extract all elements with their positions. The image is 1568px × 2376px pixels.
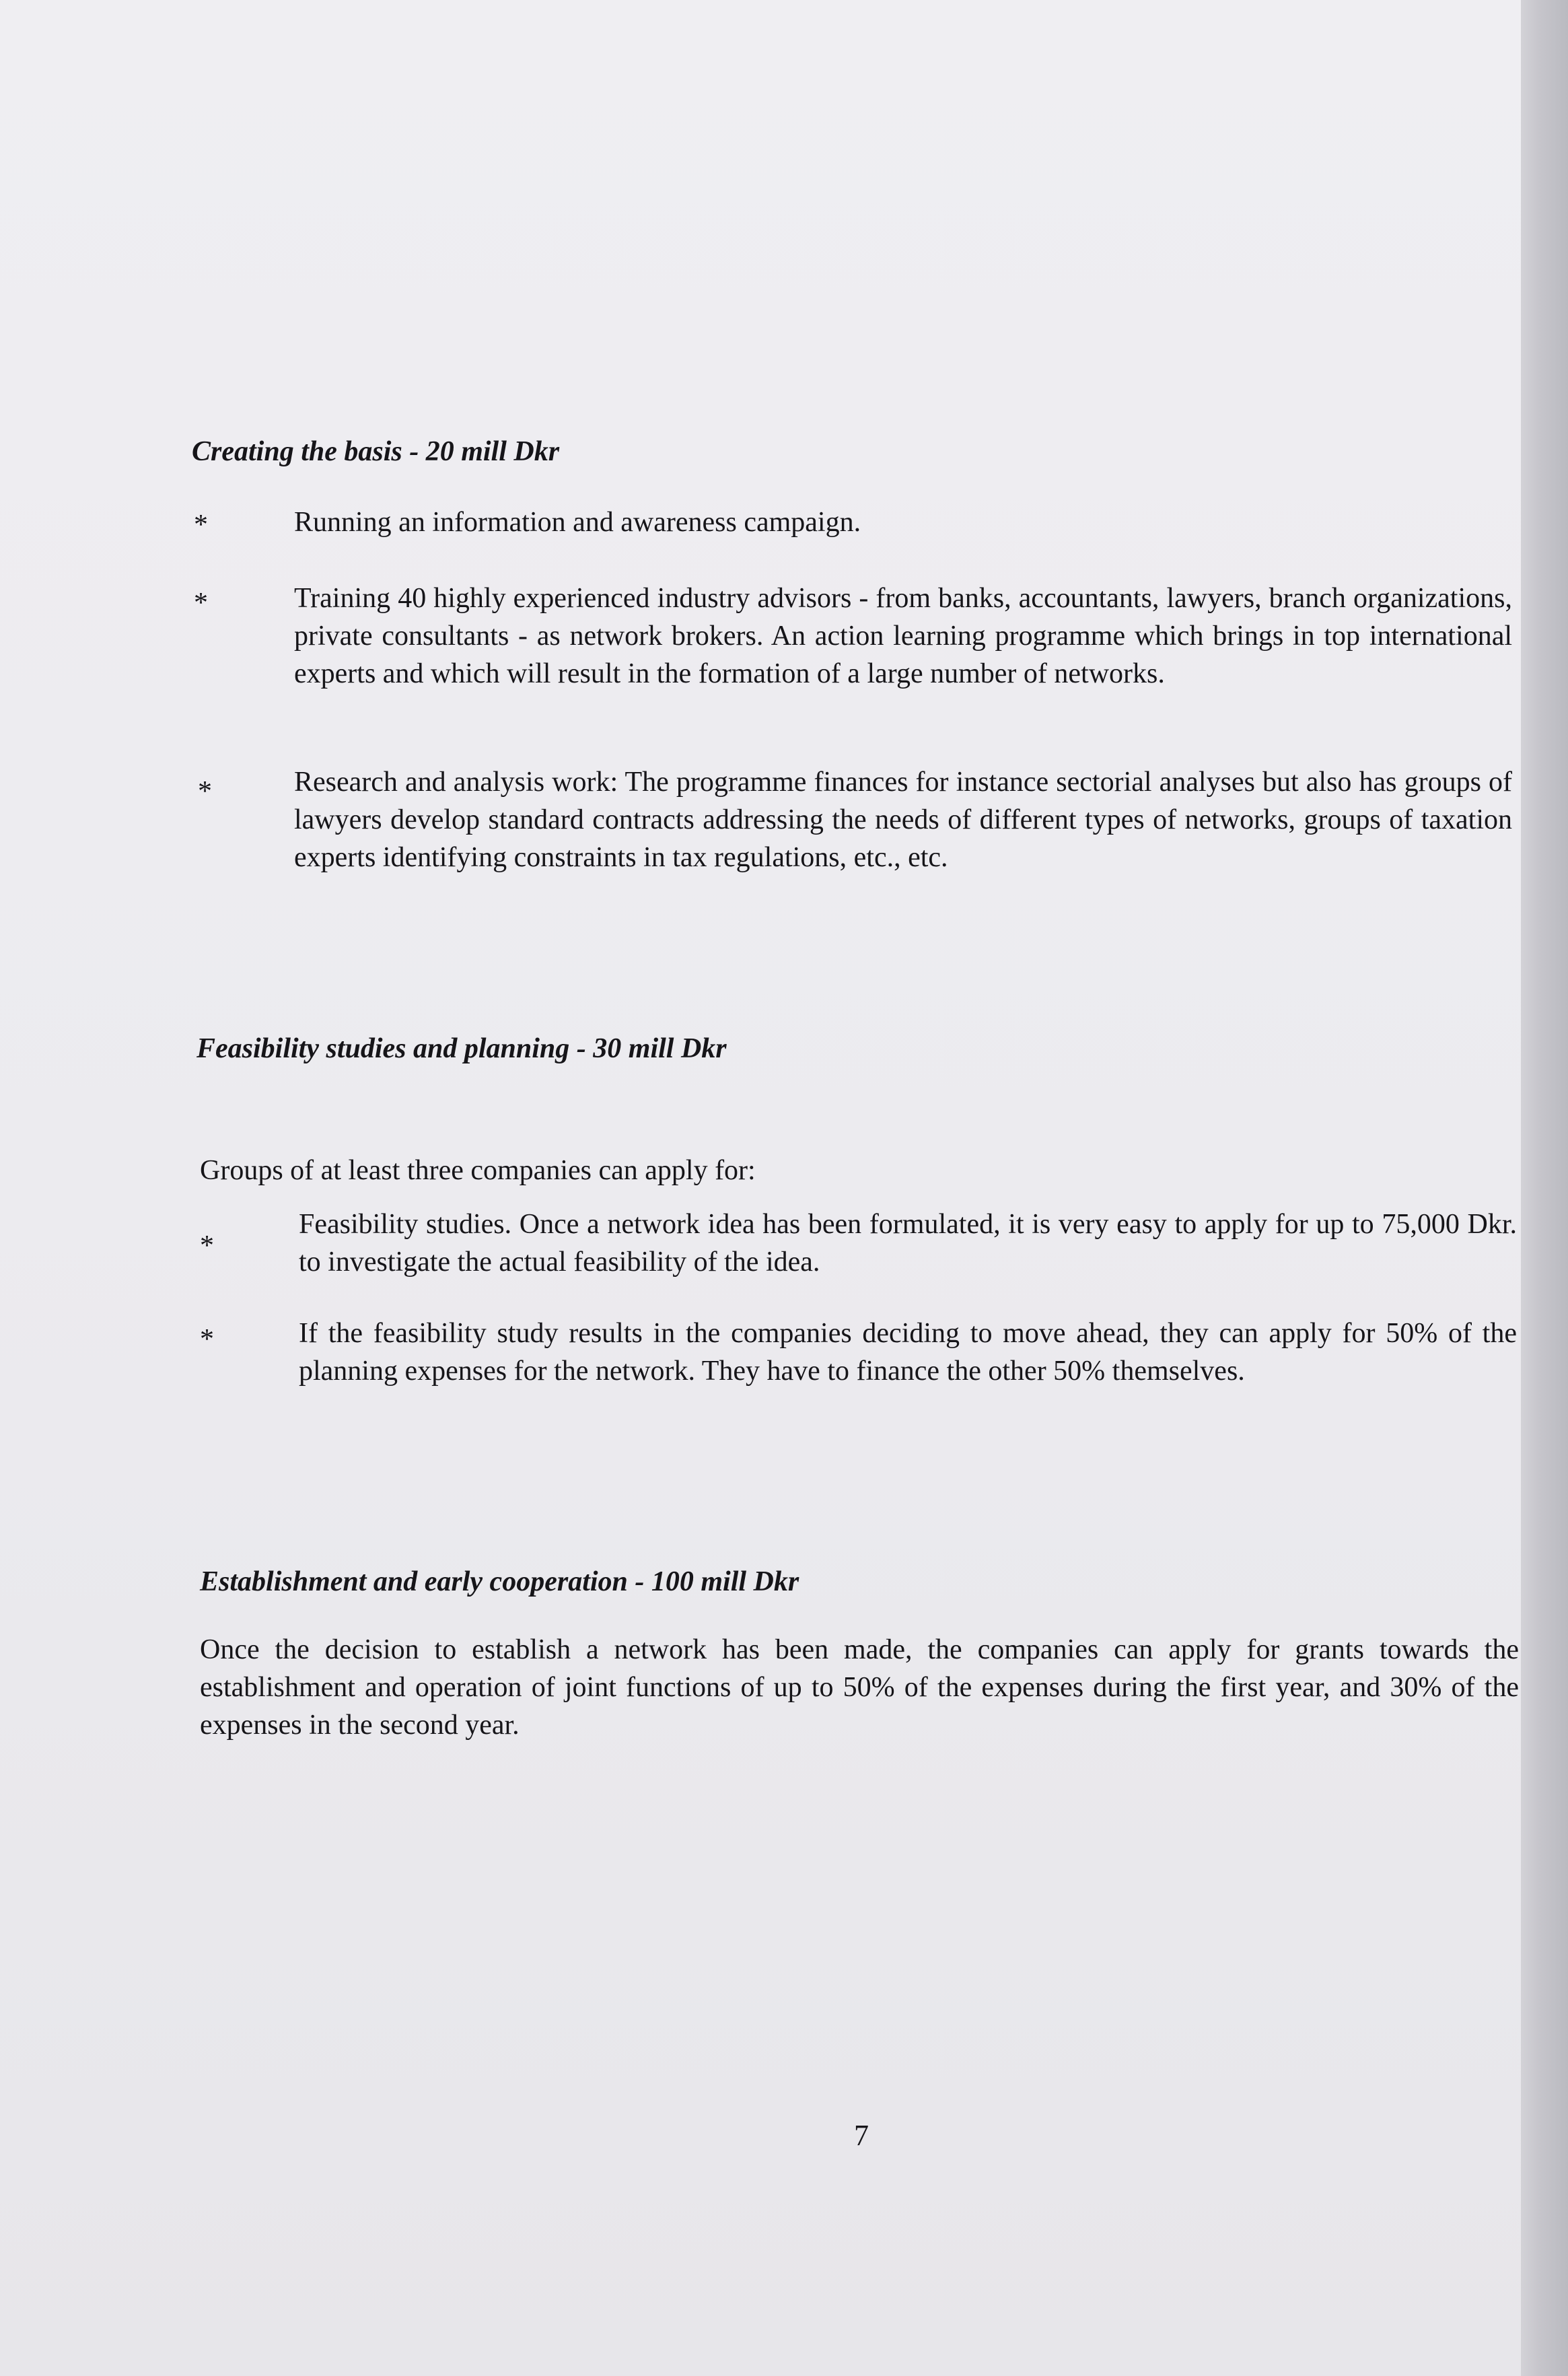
bullet-text-information-campaign: Running an information and awareness campaign. (294, 507, 861, 538)
bullet-text-research-analysis: Research and analysis work: The programme finances for instance sectorial analyses but also has groups of lawyers develop standard contracts addressing the needs of different types of networks, groups of taxation experts identifying constraints in tax regulations, etc., etc. (294, 767, 1512, 873)
section-body-establishment: Once the decision to establish a network has been made, the companies can apply for grants towards the establishment and operation of joint functions of up to 50% of the expenses during the first year, and 30% of the expenses in the second year. (200, 1634, 1519, 1741)
section-heading-creating-the-basis: Creating the basis - 20 mill Dkr (192, 436, 560, 467)
bullet-text-feasibility-studies: Feasibility studies. Once a network idea has been formulated, it is very easy to apply for up to 75,000 Dkr. to investigate the actual feasibility of the idea. (299, 1209, 1517, 1278)
bullet-text-planning-expenses: If the feasibility study results in the companies deciding to move ahead, they can apply for 50% of the planning expenses for the network. They have to finance the other 50% themselves. (299, 1318, 1517, 1387)
page-number: 7 (854, 2119, 869, 2152)
bullet-marker: * (198, 776, 212, 807)
bullet-marker: * (194, 510, 208, 540)
bullet-marker: * (194, 588, 208, 619)
section-intro-groups: Groups of at least three companies can apply for: (200, 1155, 756, 1186)
bullet-marker: * (200, 1230, 214, 1261)
section-heading-feasibility-studies: Feasibility studies and planning - 30 mill Dkr (197, 1033, 727, 1064)
bullet-text-training-advisors: Training 40 highly experienced industry advisors - from banks, accountants, lawyers, branch organizations, private consultants - as network brokers. An action learning programme which brings in top international experts and which will result in the formation of a large number of networks. (294, 583, 1512, 689)
page-edge-shadow (1521, 0, 1568, 2376)
section-heading-establishment: Establishment and early cooperation - 100 mill Dkr (200, 1566, 799, 1597)
bullet-marker: * (200, 1324, 214, 1355)
